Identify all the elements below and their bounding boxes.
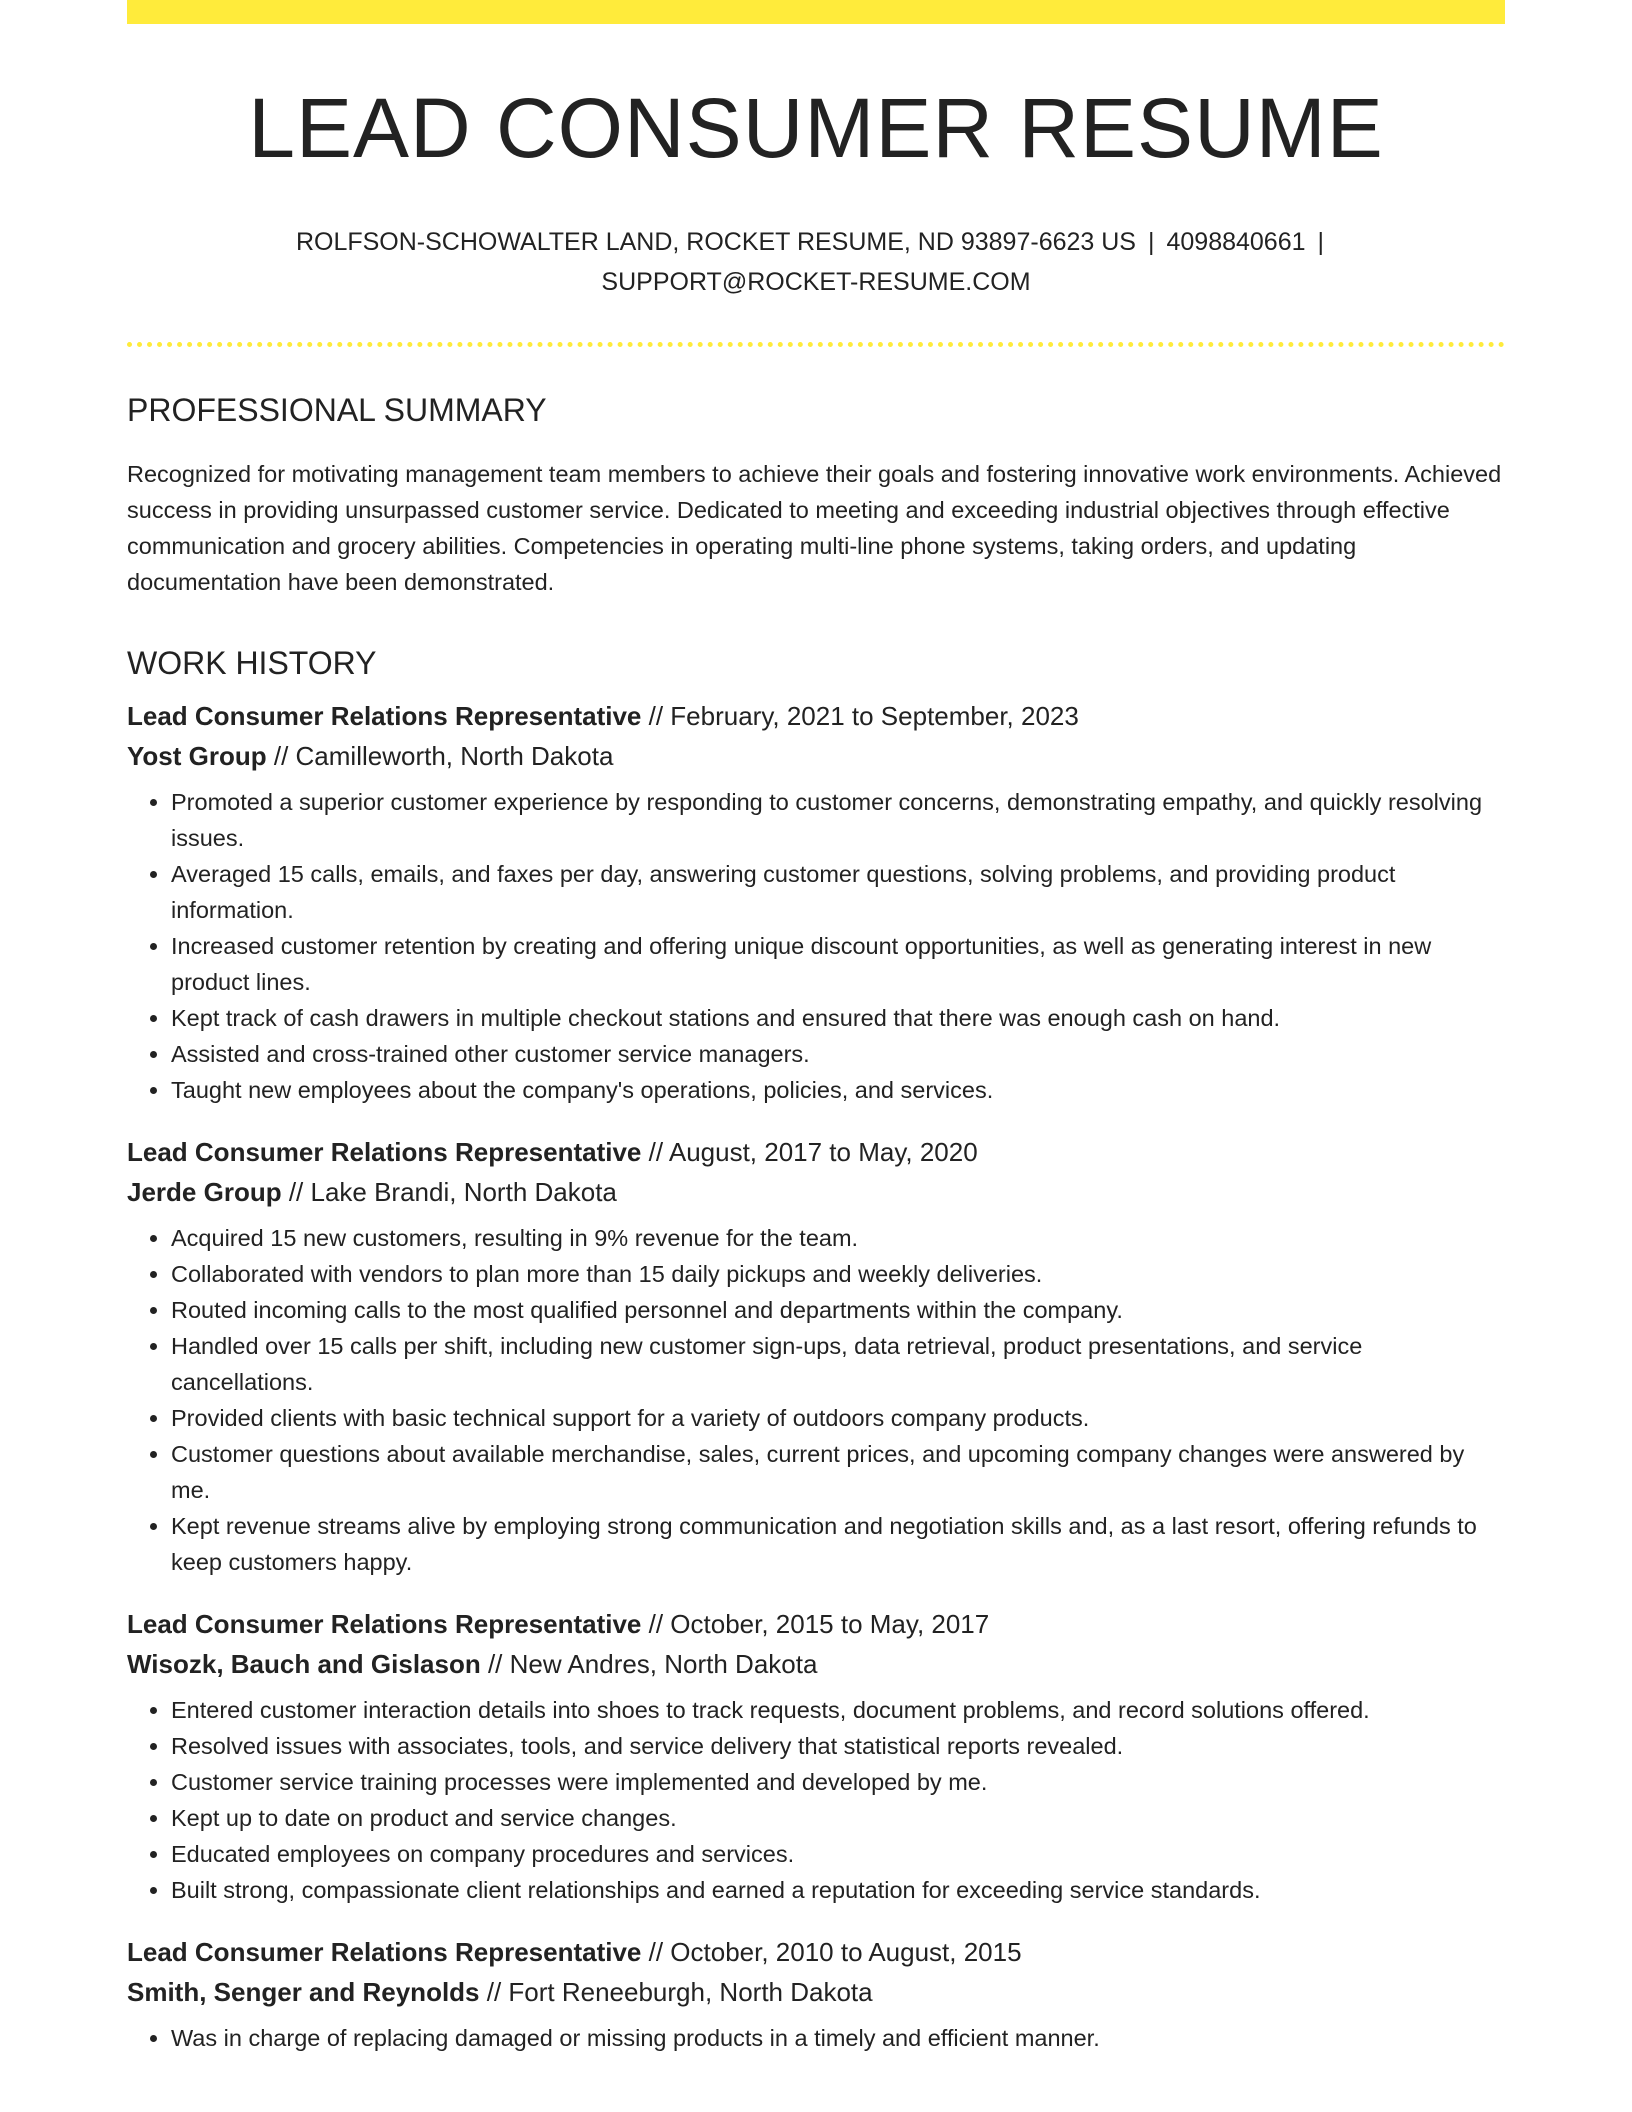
job-position: Lead Consumer Relations Representative — [127, 701, 642, 732]
job-bullet: • Assisted and cross-trained other customer service managers. — [171, 1036, 1505, 1072]
work-history-heading: WORK HISTORY — [127, 644, 377, 681]
job-company: Smith, Senger and Reynolds — [127, 1977, 480, 2008]
contact-info — [127, 222, 1505, 302]
contact-separator: | — [1147, 228, 1155, 257]
resume-page — [127, 0, 1505, 2056]
work-history-list — [127, 696, 1505, 2056]
job-dates: // October, 2015 to May, 2017 — [641, 1609, 990, 1640]
job-bullet: • Provided clients with basic technical support for a variety of outdoors company products. — [171, 1400, 1505, 1436]
job-title-line — [127, 1604, 1505, 1644]
job-title-line — [127, 1132, 1505, 1172]
job-bullet: • Handled over 15 calls per shift, including new customer sign-ups, data retrieval, product presentations, and service cancellations. — [171, 1328, 1505, 1400]
job-bullet: • Acquired 15 new customers, resulting in 9% revenue for the team. — [171, 1220, 1505, 1256]
job-bullet: • Was in charge of replacing damaged or missing products in a timely and efficient manner. — [171, 2020, 1505, 2056]
job-dates: // August, 2017 to May, 2020 — [641, 1137, 978, 1168]
job-bullet: • Kept revenue streams alive by employing strong communication and negotiation skills and, as a last resort, offering refunds to keep customers happy. — [171, 1508, 1505, 1580]
job-bullet: • Built strong, compassionate client relationships and earned a reputation for exceeding service standards. — [171, 1872, 1505, 1908]
job-company: Jerde Group — [127, 1177, 282, 1208]
job-entry — [127, 696, 1505, 1108]
summary-heading: PROFESSIONAL SUMMARY — [127, 392, 547, 429]
job-bullet: • Routed incoming calls to the most qualified personnel and departments within the company. — [171, 1292, 1505, 1328]
job-company-line — [127, 1972, 1505, 2012]
job-bullet: • Collaborated with vendors to plan more than 15 daily pickups and weekly deliveries. — [171, 1256, 1505, 1292]
job-entry — [127, 1932, 1505, 2056]
job-bullet-list — [127, 1220, 1505, 1580]
job-bullet: • Averaged 15 calls, emails, and faxes per day, answering customer questions, solving problems, and providing product information. — [171, 856, 1505, 928]
job-company-line — [127, 736, 1505, 776]
job-company: Yost Group — [127, 741, 267, 772]
job-bullet: • Resolved issues with associates, tools, and service delivery that statistical reports revealed. — [171, 1728, 1505, 1764]
job-bullet: • Customer service training processes were implemented and developed by me. — [171, 1764, 1505, 1800]
job-bullet: • Taught new employees about the company's operations, policies, and services. — [171, 1072, 1505, 1108]
job-bullet-list — [127, 2020, 1505, 2056]
job-location: // Lake Brandi, North Dakota — [281, 1177, 617, 1208]
job-entry — [127, 1604, 1505, 1908]
contact-address: ROLFSON-SCHOWALTER LAND, ROCKET RESUME, ND 93897-6623 US — [295, 228, 1136, 257]
job-bullet: • Entered customer interaction details into shoes to track requests, document problems, and record solutions offered. — [171, 1692, 1505, 1728]
contact-separator: | — [1317, 228, 1325, 257]
job-bullet: • Educated employees on company procedures and services. — [171, 1836, 1505, 1872]
job-bullet-list — [127, 784, 1505, 1108]
job-company: Wisozk, Bauch and Gislason — [127, 1649, 481, 1680]
job-entry — [127, 1132, 1505, 1580]
summary-text: Recognized for motivating management team members to achieve their goals and fostering innovative work environments. Achieved success in providing unsurpassed customer service. Dedicated to meeting and exceeding industrial objectives through effective communication and grocery abilities. Competencies in operating multi-line phone systems, taking orders, and updating documentation have been demonstrated. — [127, 460, 1502, 595]
job-company-line — [127, 1172, 1505, 1212]
job-position: Lead Consumer Relations Representative — [127, 1137, 642, 1168]
job-location: // Fort Reneeburgh, North Dakota — [479, 1977, 873, 2008]
job-bullet-list — [127, 1692, 1505, 1908]
job-dates: // October, 2010 to August, 2015 — [641, 1937, 1022, 1968]
job-location: // New Andres, North Dakota — [480, 1649, 818, 1680]
job-company-line — [127, 1644, 1505, 1684]
contact-email: SUPPORT@ROCKET-RESUME.COM — [601, 268, 1031, 297]
job-position: Lead Consumer Relations Representative — [127, 1937, 642, 1968]
job-bullet: • Promoted a superior customer experience by responding to customer concerns, demonstrating empathy, and quickly resolving issues. — [171, 784, 1505, 856]
job-bullet: • Kept up to date on product and service changes. — [171, 1800, 1505, 1836]
header-divider — [127, 342, 1505, 347]
job-bullet: • Customer questions about available merchandise, sales, current prices, and upcoming company changes were answered by me. — [171, 1436, 1505, 1508]
job-location: // Camilleworth, North Dakota — [266, 741, 614, 772]
top-accent-bar — [127, 0, 1505, 24]
job-title-line — [127, 696, 1505, 736]
job-position: Lead Consumer Relations Representative — [127, 1609, 642, 1640]
job-dates: // February, 2021 to September, 2023 — [641, 701, 1079, 732]
contact-phone: 4098840661 — [1166, 228, 1306, 257]
resume-title: LEAD CONSUMER RESUME — [248, 81, 1384, 175]
job-title-line — [127, 1932, 1505, 1972]
job-bullet: • Kept track of cash drawers in multiple checkout stations and ensured that there was enough cash on hand. — [171, 1000, 1505, 1036]
job-bullet: • Increased customer retention by creating and offering unique discount opportunities, as well as generating interest in new product lines. — [171, 928, 1505, 1000]
